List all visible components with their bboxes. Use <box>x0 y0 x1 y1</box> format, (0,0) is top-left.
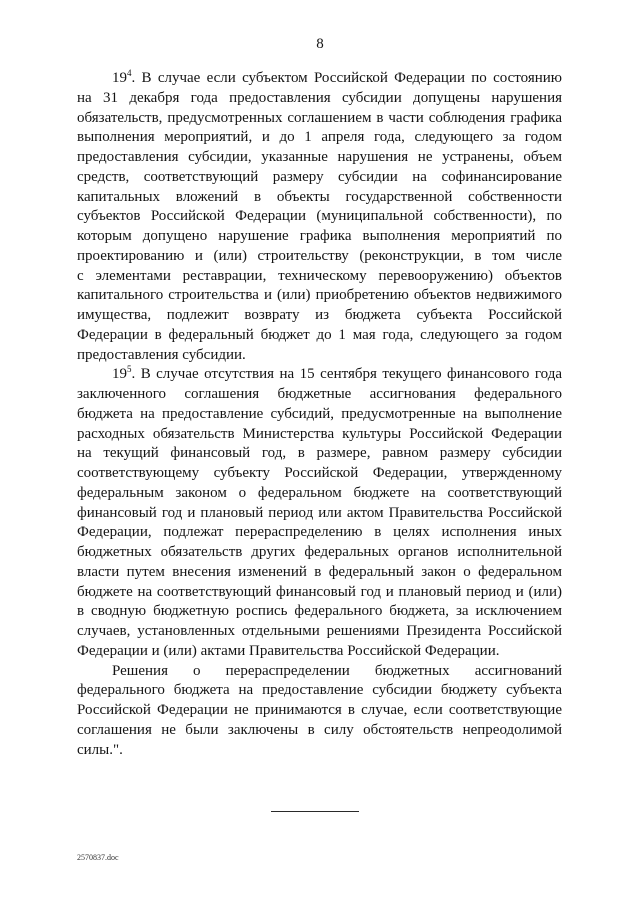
text-line: власти путем внесения изменений в федеральный закон о федеральном <box>77 563 562 580</box>
text-line: федеральным законом о федеральном бюджете на соответствующий <box>77 484 562 501</box>
text-line: Российской Федерации не принимаются в случае, если соответствующие <box>77 702 562 718</box>
paragraph-number-punctuation: . <box>131 366 136 383</box>
text-line: заключенного соглашения бюджетные ассигнования федерального <box>77 386 562 402</box>
text-line: обязательств, предусмотренных соглашением в части соблюдения графика <box>77 109 562 126</box>
text-line: с элементами реставрации, техническому перевооружению) объектов <box>77 267 562 284</box>
separator-rule <box>271 811 359 812</box>
line-text: В случае отсутствия на 15 сентября текущего финансового года <box>140 366 562 383</box>
paragraph-number-superscript: 5 <box>127 365 132 375</box>
text-line: предоставления субсидии. <box>77 346 246 363</box>
text-line: Решения о перераспределении бюджетных ассигнований <box>112 662 562 679</box>
text-line: соглашения не были заключены в силу обстоятельств непреодолимой <box>77 721 562 738</box>
footer-file-name: 2570837.doc <box>77 853 119 862</box>
text-line: капитальных вложений в объекты государственной собственности <box>77 188 562 205</box>
paragraph-number: 19 <box>112 366 127 383</box>
text-line: проектированию и (или) строительству (реконструкции, в том числе <box>77 247 562 264</box>
text-line: капитального строительства и (или) приобретению объектов недвижимого <box>77 287 562 304</box>
page-number: 8 <box>316 36 324 52</box>
paragraph-number-punctuation: . <box>131 70 136 86</box>
paragraph-number: 19 <box>112 70 127 86</box>
text-line: выполнения мероприятий, и до 1 апреля года, следующего за годом <box>77 129 562 146</box>
text-line: бюджете на соответствующий финансовый год и плановый период и (или) <box>77 583 562 600</box>
text-line: соответствующему субъекту Российской Федерации, утвержденному <box>77 465 562 481</box>
text-line: Федерации в федеральный бюджет до 1 мая года, следующего за годом <box>77 326 562 343</box>
text-line <box>77 365 562 385</box>
text-line: предоставления субсидии, указанные нарушения не устранены, объем <box>77 149 562 165</box>
text-line: Федерации и (или) актами Правительства Российской Федерации. <box>77 642 500 659</box>
text-line: расходных обязательств Министерства культуры Российской Федерации <box>77 425 562 442</box>
text-line <box>77 69 562 89</box>
text-line: на текущий финансовый год, в размере, равном размеру субсидии <box>77 445 562 462</box>
paragraph-number-superscript: 4 <box>127 69 132 78</box>
document-body <box>77 69 562 760</box>
text-line: на 31 декабря года предоставления субсидии допущены нарушения <box>77 89 562 106</box>
paragraph-19-4 <box>77 69 562 365</box>
text-line: имущества, подлежит возврату из бюджета субъекта Российской <box>77 307 562 323</box>
text-line: которым допущено нарушение графика выполнения мероприятий по <box>77 228 562 244</box>
text-line: бюджетных обязательств других федеральных органов исполнительной <box>77 544 562 560</box>
text-line: федерального бюджета на предоставление субсидии бюджету субъекта <box>77 682 562 699</box>
text-line: силы.". <box>77 741 123 758</box>
text-line: субъектов Российской Федерации (муниципальной собственности), по <box>77 208 562 225</box>
text-line: финансовый год и плановый период или актом Правительства Российской <box>77 504 562 521</box>
line-text: В случае если субъектом Российской Федерации по состоянию <box>141 70 562 86</box>
paragraph-decisions <box>77 662 562 761</box>
paragraph-19-5 <box>77 365 562 661</box>
text-line: средств, соответствующий размеру субсидии на софинансирование <box>77 168 562 185</box>
text-line: бюджета на предоставление субсидий, предусмотренные на выполнение <box>77 405 562 422</box>
text-line: в сводную бюджетную роспись федерального бюджета, за исключением <box>77 603 562 620</box>
text-line: случаев, установленных отдельными решениями Президента Российской <box>77 623 562 639</box>
text-line: Федерации, подлежат перераспределению в целях исполнения иных <box>77 524 562 541</box>
